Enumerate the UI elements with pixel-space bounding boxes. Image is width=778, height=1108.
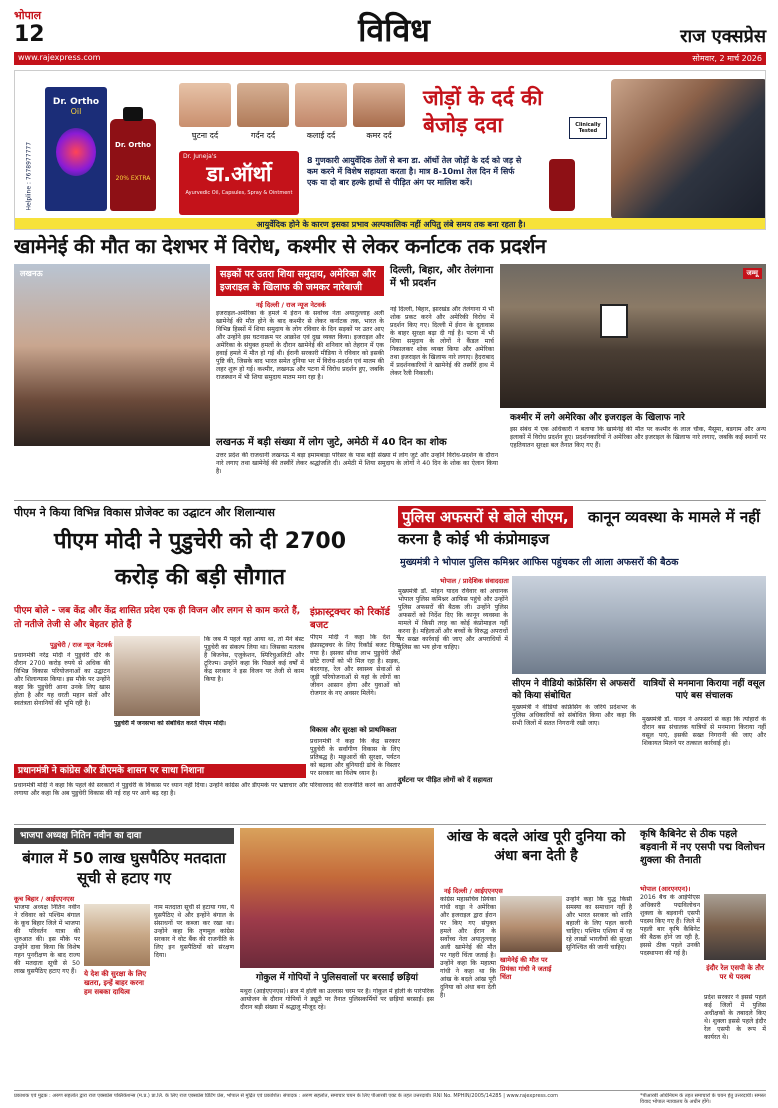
bjp-body: भाजपा अध्यक्ष नितिन नवीन ने रविवार को पश्चिम बंगाल के कूच बिहार जिले में भाजपा की परिवर्तन यात्रा की शुरुआत की। इस मौके पर उन्होंने दावा किया कि विशेष गहन पुनरीक्षण के बाद राज्य की मतदाता सूची से 50 लाख घुसपैठिए हटाए गए हैं। [14, 904, 80, 975]
pain-icon-wrist [295, 83, 347, 127]
lead-dateline1: नई दिल्ली / राज न्यूज नेटवर्क [256, 301, 326, 309]
divider-1 [14, 500, 766, 501]
krishi-photo [704, 894, 766, 960]
caption-left-body: उत्तर प्रदेश की राजधानी लखनऊ में बड़ा इमामबाड़ा परिसर के पास बड़ी संख्या में लोग जुटे और उन्होंने विरोध-प्रदर्शन के दौरान नारे लगाए तथा खामेनेई की तस्वीरें लेकर श्रद्धांजलि दी। अमेठी में शिया समुदाय के लोगों ने 40 दिन के शोक का ऐलान किया है। [216, 452, 498, 475]
ad-product-box-tag: Oil [70, 107, 82, 116]
section-title: विविध [358, 11, 430, 49]
pain-icon-neck [237, 83, 289, 127]
modi-box-head: इंफ्रास्ट्रक्चर को रिकॉर्ड बजट [310, 607, 390, 631]
ad-oil-bottle [110, 119, 156, 211]
cm-photo [512, 576, 766, 674]
photo-label-jammu: जम्मू [743, 268, 762, 279]
ad-footer: आयुर्वेदिक होने के कारण इसका प्रभाव अल्पकालिक नहीं अपितु लंबे समय तक बना रहता है। [15, 218, 766, 230]
krishi-photo-caption: इंदौर रेल एसपी के तौर पर थे पदस्थ [706, 964, 764, 981]
bjp-headline: बंगाल में 50 लाख घुसपैठिए मतदाता सूची से हटाए गए [22, 849, 226, 887]
ad-tagline: जोड़ों के दर्द की बेजोड़ दवा [423, 86, 543, 137]
modi-body-mid: कि जब मैं पहले यहां आया था, तो मैंने बेस्ट पुडुचेरी का संकल्प लिया था। जिसका मतलब है बिजनेस, एजुकेशन, स्पिरिचुअलिटी और टूरिज्म। उन्होंने कहा कि पिछले कई वर्षों में केंद्र सरकार ने इस विजन पर तेजी से काम किया है। [204, 636, 304, 683]
masthead-bar [14, 52, 766, 65]
ad-brand-name: डा.ऑर्थो [206, 162, 272, 186]
cm-dateline: भोपाल / प्रादेशिक संवाददाता [440, 577, 509, 585]
modi-deck: पीएम बोले - जब केंद्र और केंद्र शासित प्रदेश एक ही विजन और लगन से काम करते हैं, तो नतीजे तेजी से और बेहतर होते हैं [14, 606, 301, 630]
modi-box-body: पीएम मोदी ने कहा कि देश में इंफ्रास्ट्रक्चर के लिए रिकॉर्ड बजट दिया गया है। इसका सीधा लाभ पुडुचेरी जैसे छोटे राज्यों को भी मिल रहा है। सड़क, बंदरगाह, रेल और स्वास्थ्य सेवाओं से जुड़ी परियोजनाओं से यहां के लोगों का जीवन आसान होगा और युवाओं को रोजगार के नए अवसर मिलेंगे। [310, 634, 400, 697]
holi-caption: गोकुल में गोपियों ने पुलिसवालों पर बरसाईं छड़ियां [256, 973, 418, 983]
ad-bottle-extra: 20% EXTRA [115, 175, 151, 182]
ad-brand-sub: Ayurvedic Oil, Capsules, Spray & Ointment [185, 190, 293, 196]
cm-deck: मुख्यमंत्री ने भोपाल पुलिस कमिश्नर आफिस पहुंचकर ली आला अफसरों की बैठक [400, 557, 679, 568]
modi-body: प्रधानमंत्री नरेंद्र मोदी ने पुडुचेरी दौरे के दौरान 2700 करोड़ रुपये से अधिक की विभिन्न विकास परियोजनाओं का उद्घाटन और शिलान्यास किया। इस मौके पर उन्होंने कहा कि पुडुचेरी आना उनके लिए खास होता है और यह धरती महान संतों और स्वतंत्रता सेनानियों की भूमि रही है। [14, 652, 110, 707]
lead-sub1: सड़कों पर उतरा शिया समुदाय, अमेरिका और इजराइल के खिलाफ की जमकर नारेबाजी [216, 266, 384, 296]
bjp-dateline: कूच बिहार / आईएएनएस [14, 895, 75, 903]
cm-kicker: पुलिस अफसरों से बोले सीएम, [398, 506, 573, 528]
rahul-body: कांग्रेस महासचिव प्रियंका गांधी वाड्रा ने अमेरिका और इजराइल द्वारा ईरान पर किए गए संयुक्त हमले और ईरान के सर्वोच्च नेता अयातुल्लाह अली खामेनेई की मौत पर गहरी चिंता जताई है। उन्होंने कहा कि महात्मा गांधी ने कहा था कि आंख के बदले आंख पूरी दुनिया को अंधा बना देती है। [440, 896, 496, 999]
rahul-headline: आंख के बदले आंख पूरी दुनिया को अंधा बना देती है [446, 829, 626, 864]
caption-right: कश्मीर में लगे अमेरिका और इजराइल के खिलाफ नारे [510, 413, 685, 423]
ad-product-box [45, 87, 107, 211]
pain-label-neck: गर्दन दर्द [250, 131, 276, 140]
bjp-quote: ये देश की सुरक्षा के लिए खतरा, इन्हें बाहर करना हम सबका दायित्व [84, 970, 147, 996]
ad-helpline: Helpline : 7678977777 [25, 141, 33, 211]
pain-icon-back [353, 83, 405, 127]
portrait-placard [600, 304, 628, 338]
photo-label-lucknow: लखनऊ [20, 269, 43, 278]
city-label: भोपाल [14, 9, 42, 22]
cm-mid-head: दुर्घटना पर पीड़ित लोगों को दें सहायता [398, 776, 493, 784]
pain-icon-knee [179, 83, 231, 127]
lead-side-body: नई दिल्ली, बिहार, झारखंड और तेलंगाना में भी शोक प्रकट करने और अमेरिकी विरोध में प्रदर्शन किए गए। दिल्ली में ईरान के दूतावास के बाहर सुरक्षा बढ़ा दी गई है। पटना में भी शिया समुदाय के लोगों ने कैंडल मार्च निकालकर शोक व्यक्त किया और अमेरिका तथा इजराइल के खिलाफ नारे लगाए। हैदराबाद में प्रदर्शनकारियों ने खामेनेई की तस्वीरें हाथ में लेकर रैली निकाली। [390, 306, 494, 377]
divider-2 [14, 824, 766, 825]
cm-photo-caption: सीएम ने वीडियो कांफ्रेंसिंग से अफसरों को किया संबोधित [512, 679, 636, 701]
lead-body1: इजराइल-अमेरिका के हमले में ईरान के सर्वोच्च नेता अयातुल्लाह अली खामेनेई की मौत होने के बाद कश्मीर से लेकर कर्नाटक तक, भारत के विभिन्न हिस्सों में शिया समुदाय के लोग रविवार के दिन सड़कों पर उतर आए और उन्होंने इस घटनाक्रम पर आक्रोश एवं दुख व्यक्त किया। इजराइल और अमेरिका के संयुक्त हमलों के दौरान खामेनेई की शनिवार को तेहरान में एक हवाई हमले में मौत हो गई थी। ईरानी सरकारी मीडिया ने रविवार को इसकी पुष्टि की, जिसके बाद भारत समेत दुनिया भर में विरोध-प्रदर्शन एवं मातम की लहर शुरू हो गई। कश्मीर, लखनऊ और पटना में विरोध प्रदर्शन हुए, जबकि राजस्थान में भी शिया समुदाय मातम मना रहा है। [216, 310, 384, 381]
bjp-tag: भाजपा अध्यक्ष नितिन नवीन का दावा [14, 828, 234, 844]
cm-side-body: मुख्यमंत्री डॉ. यादव ने अफसरों से कहा कि त्योहारों के दौरान बस संचालक यात्रियों से मनमाना किराया नहीं वसूल पाएं, इसकी सख्त निगरानी की जाए और शिकायत मिलने पर तत्काल कार्रवाई हो। [642, 716, 766, 747]
lead-photo-right [500, 264, 766, 408]
cm-head-bar [398, 506, 766, 582]
krishi-headline: कृषि कैबिनेट से ठीक पहले बड़वानी में नए एसपी पद्म विलोचन शुक्ला की तैनाती [640, 829, 765, 866]
modi-sub-body: प्रधानमंत्री ने कहा कि केंद्र सरकार पुडुचेरी के सर्वांगीण विकास के लिए प्रतिबद्ध है। मछुआरों की सुरक्षा, पर्यटन को बढ़ावा और बुनियादी ढांचे के विस्तार पर सरकार का विशेष ध्यान है। [310, 738, 400, 776]
footer-rule [14, 1090, 766, 1091]
modi-sub-head: विकास और सुरक्षा को प्राथमिकता [310, 726, 397, 734]
ad-copy: 8 गुणकारी आयुर्वेदिक तेलों से बना डा. ऑर्थो तेल जोड़ों के दर्द को जड़ से कम करने में विशेष सहायता करता है। मात्र 8-10ml तेल दिन में सिर्फ एक या दो बार हल्के हाथों से पीड़ित अंग पर मालिश करें। [307, 156, 522, 187]
issue-date: सोमवार, 2 मार्च 2026 [692, 54, 762, 63]
cm-side-head: यात्रियों से मनमाना किराया नहीं वसूल पाएं बस संचालक [643, 679, 765, 701]
bjp-body2: नाम मतदाता सूची से हटाया गया, ये घुसपैठिए थे और इन्होंने बंगाल के संसाधनों पर कब्जा कर रखा था। उन्होंने कहा कि तृणमूल कांग्रेस सरकार ने वोट बैंक की राजनीति के लिए इन घुसपैठियों को संरक्षण दिया। [154, 904, 234, 959]
ad-brand-small: Dr. Juneja's [183, 153, 217, 160]
krishi-body: 2016 बैच के आईपीएस अधिकारी पद्मविलोचन शुक्ला के बड़वानी एसपी पदस्थ किए गए हैं। जिले में पहली बार कृषि कैबिनेट की बैठक होने जा रही है, इससे ठीक पहले उनकी पदस्थापना की गई है। [640, 894, 700, 957]
bjp-photo [84, 904, 150, 966]
ad-bottle-cap [123, 107, 143, 121]
pain-label-back: कमर दर्द [366, 131, 392, 140]
ad-small-bottle [549, 159, 575, 211]
modi-kicker: पीएम ने किया विभिन्न विकास प्रोजेक्ट का उद्घाटन और शिलान्यास [14, 506, 275, 519]
pain-label-wrist: कलाई दर्द [306, 131, 336, 140]
lead-photo-left [14, 264, 210, 446]
ad-product-panel [15, 71, 177, 218]
pain-label-knee: घुटना दर्द [191, 131, 219, 140]
lead-side-head: दिल्ली, बिहार, और तेलंगाना में भी प्रदर्शन [390, 265, 494, 289]
cm-body: मुख्यमंत्री डॉ. मोहन यादव रविवार को अचानक भोपाल पुलिस कमिश्नर आफिस पहुंचे और उन्होंने पुलिस अफसरों की बैठक ली। उन्होंने पुलिस अफसरों को निर्देश दिए कि कानून व्यवस्था के मामले में किसी तरह का कोई कंप्रोमाइज नहीं करना है। महिलाओं और बच्चों के विरुद्ध अपराधों पर सख्त कार्रवाई की जाए और अपराधियों में पुलिस का भय होना चाहिए। [398, 588, 508, 651]
rahul-photo-caption: खामेनेई की मौत पर प्रियंका गांधी ने जताई चिंता [500, 956, 552, 981]
pain-icons [179, 83, 415, 145]
ad-celebrity-photo [611, 79, 766, 219]
modi-headline: पीएम मोदी ने पुडुचेरी को दी 2700 करोड़ की बड़ी सौगात [53, 529, 347, 590]
holi-photo [240, 828, 434, 968]
modi-strip-body: प्रधानमंत्री मोदी ने कहा कि पहले की सरकारों ने पुडुचेरी के विकास पर ध्यान नहीं दिया। उन्होंने कांग्रेस और डीएमके पर भ्रष्टाचार और परिवारवाद की राजनीति करने का आरोप लगाया और कहा कि अब पुडुचेरी विकास की नई राह पर आगे बढ़ रहा है। [14, 782, 400, 797]
krishi-body2: प्रदेश सरकार ने इससे पहले कई जिलों में पुलिस अधीक्षकों के तबादले किए थे। शुक्ला इससे पहले इंदौर रेल एसपी के रूप में कार्यरत थे। [704, 994, 766, 1041]
modi-dateline: पुडुचेरी / राज न्यूज नेटवर्क [50, 641, 113, 649]
modi-photo-caption: पुडुचेरी में जनसभा को संबोधित करते पीएम मोदी। [114, 720, 227, 727]
modi-strip: प्रधानमंत्री ने कांग्रेस और डीएमके शासन पर साधा निशाना [14, 764, 306, 778]
ad-product-box-title: Dr. Ortho [52, 97, 100, 107]
cm-photo-caption-body: मुख्यमंत्री ने वीडियो कांफ्रेंसिंग के जरिये प्रदेशभर के पुलिस अधिकारियों को संबोधित किया और कहा कि सभी जिलों में सतत निगरानी रखी जाए। [512, 704, 636, 727]
caption-left: लखनऊ में बड़ी संख्या में लोग जुटे, अमेठी में 40 दिन का शोक [216, 437, 447, 448]
footer-imprint: प्रकाशक एवं मुद्रक : अरुण सहलोत द्वारा राज एक्सप्रेस पब्लिकेशन्स (म.प्र.) प्रा.लि. के लिए राज एक्सप्रेस प्रिंटिंग प्रेस, भोपाल से मुद्रित एवं प्रकाशित। संपादक : अरुण सहलोत, समाचार चयन के लिए पीआरबी एक्ट के तहत उत्तरदायी। RNI No. MPHIN/2005/14285 | www.rajexpress.com [14, 1093, 559, 1099]
ad-bottle-label: Dr. Ortho [115, 141, 151, 149]
rahul-body2: उन्होंने कहा कि युद्ध किसी समस्या का समाधान नहीं है और भारत सरकार को शांति बहाली के लिए पहल करनी चाहिए। पश्चिम एशिया में रह रहे लाखों भारतीयों की सुरक्षा सुनिश्चित की जानी चाहिए। [566, 896, 632, 951]
rahul-dateline: नई दिल्ली / आईएएनएस [444, 887, 503, 895]
page-number: 12 [14, 22, 45, 47]
ad-banner[interactable] [14, 70, 766, 230]
cm-headline: कानून व्यवस्था के मामले में नहीं करना है कोई भी कंप्रोमाइज [398, 508, 761, 548]
rahul-photo [500, 896, 562, 952]
footer-note: *पीआरबी अधिनियम के तहत समाचारों के चयन हेतु उत्तरदायी। समस्त विवाद भोपाल न्यायालय के अधीन होंगे। [640, 1093, 766, 1105]
holi-caption-body: मथुरा (आईएएनएस)। ब्रज में होली का उल्लास चरम पर है। गोकुल में होली के पारंपरिक आयोजन के दौरान गोपियों ने ड्यूटी पर तैनात पुलिसकर्मियों पर छड़ियां बरसाईं। इस दौरान बड़ी संख्या में श्रद्धालु मौजूद रहे। [240, 988, 434, 1011]
website-link[interactable]: www.rajexpress.com [18, 53, 101, 62]
knee-graphic [56, 128, 96, 176]
modi-photo [114, 636, 200, 716]
lead-headline: खामेनेई की मौत का देशभर में विरोध, कश्मीर से लेकर कर्नाटक तक प्रदर्शन [14, 234, 546, 258]
caption-right-body: इस संबंध में एक अधिकारी ने बताया कि खामेनेई की मौत पर कश्मीर के लाल चौक, मैसूमा, बडगाम और अन्य इलाकों में विरोध प्रदर्शन हुए। प्रदर्शनकारियों ने अमेरिका और इजराइल के खिलाफ नारे लगाए, जबकि कई स्थानों पर एहतियातन सुरक्षा बल तैनात किए गए हैं। [510, 426, 766, 449]
ad-brand-box [179, 151, 299, 215]
paper-name: राज एक्सप्रेस [680, 26, 766, 47]
krishi-dateline: भोपाल (आरएनएन)। [640, 885, 691, 893]
ad-clinical-badge: Clinically Tested [569, 117, 607, 139]
